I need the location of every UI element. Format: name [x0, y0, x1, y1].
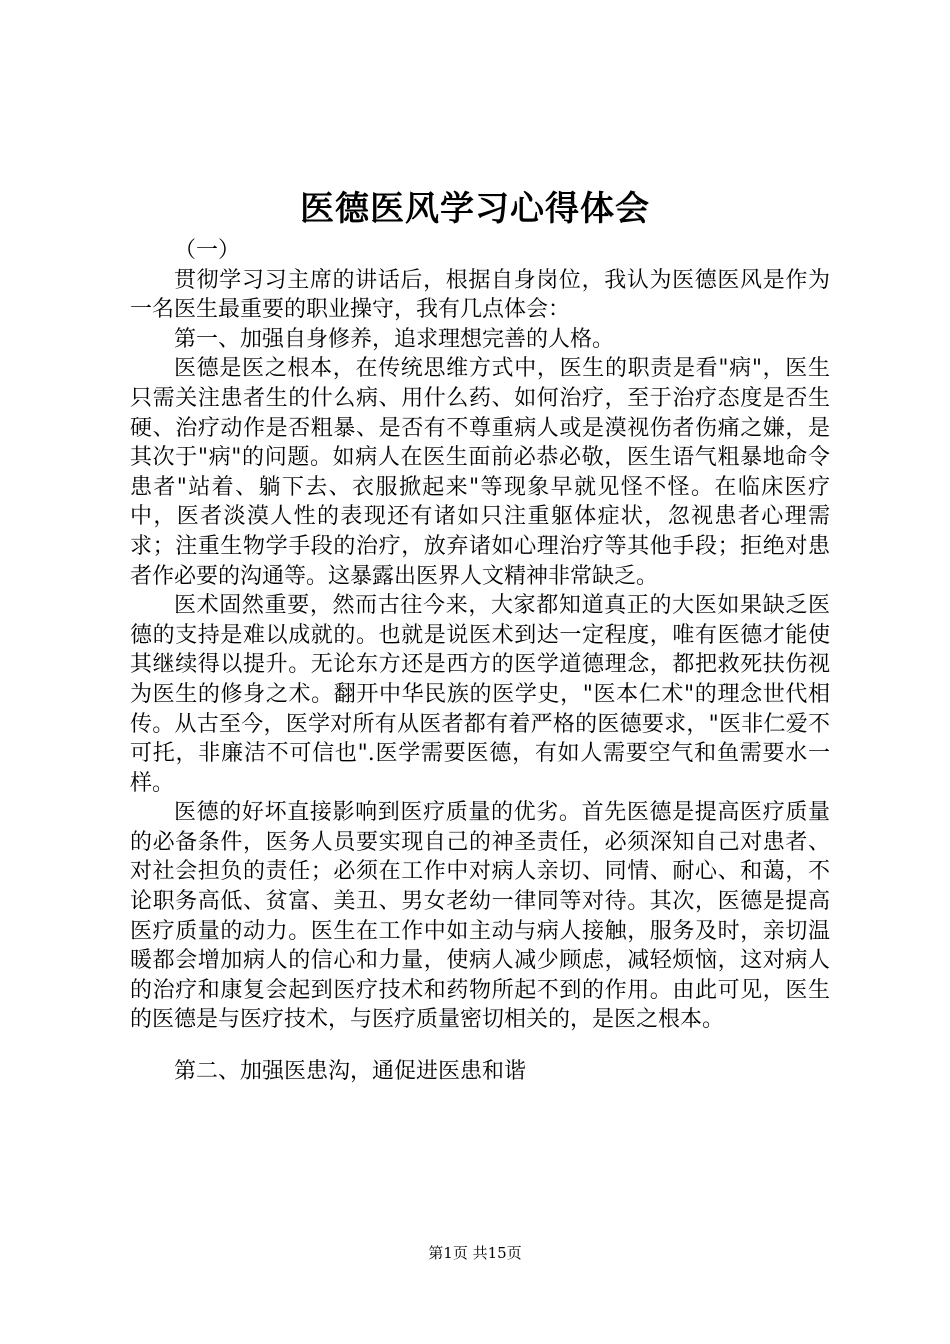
- section-marker: （一）: [174, 238, 241, 263]
- intro-paragraph: 贯彻学习习主席的讲话后，根据自身岗位，我认为医德医风是作为一名医生最重要的职业操守，我有几点体会：: [130, 267, 830, 323]
- document-body: [130, 236, 830, 1087]
- body-paragraph: 医术固然重要，然而古往今来，大家都知道真正的大医如果缺乏医德的支持是难以成就的。也就是说医术到达一定程度，唯有医德才能使其继续得以提升。无论东方还是西方的医学道德理念，都把救死扶伤视为医生的修身之术。翻开中华民族的医学史，"医本仁术"的理念世代相传。从古至今，医学对所有从医者都有着严格的医德要求，"医非仁爱不可托，非廉洁不可信也".医学需要医德，有如人需要空气和鱼需要水一样。: [130, 593, 830, 796]
- page-number-footer: 第1页 共15页: [428, 1244, 522, 1262]
- document-title: 医德医风学习心得体会: [300, 189, 650, 229]
- section-heading-1: 第一、加强自身修养，追求理想完善的人格。: [174, 326, 615, 352]
- body-paragraph: 医德的好坏直接影响到医疗质量的优劣。首先医德是提高医疗质量的必备条件，医务人员要实现自己的神圣责任，必须深知自己对患者、对社会担负的责任；必须在工作中对病人亲切、同情、耐心、和蔼，不论职务高低、贫富、美丑、男女老幼一律同等对待。其次，医德是提高医疗质量的动力。医生在工作中如主动与病人接触，服务及时，亲切温暖都会增加病人的信心和力量，使病人减少顾虑，减轻烦恼，这对病人的治疗和康复会起到医疗技术和药物所起不到的作用。由此可见，医生的医德是与医疗技术，与医疗质量密切相关的，是医之根本。: [130, 800, 830, 1033]
- section-heading-2: 第二、加强医患沟，通促进医患和谐: [174, 1059, 527, 1085]
- body-paragraph: 医德是医之根本，在传统思维方式中，医生的职责是看"病"，医生只需关注患者生的什么病、用什么药、如何治疗，至于治疗态度是否生硬、治疗动作是否粗暴、是否有不尊重病人或是漠视伤者伤痛之嫌，是其次于"病"的问题。如病人在医生面前必恭必敬，医生语气粗暴地命令患者"站着、躺下去、衣服掀起来"等现象早就见怪不怪。在临床医疗中，医者淡漠人性的表现还有诸如只注重躯体症状，忽视患者心理需求；注重生物学手段的治疗，放弃诸如心理治疗等其他手段；拒绝对患者作必要的沟通等。这暴露出医界人文精神非常缺乏。: [130, 356, 830, 589]
